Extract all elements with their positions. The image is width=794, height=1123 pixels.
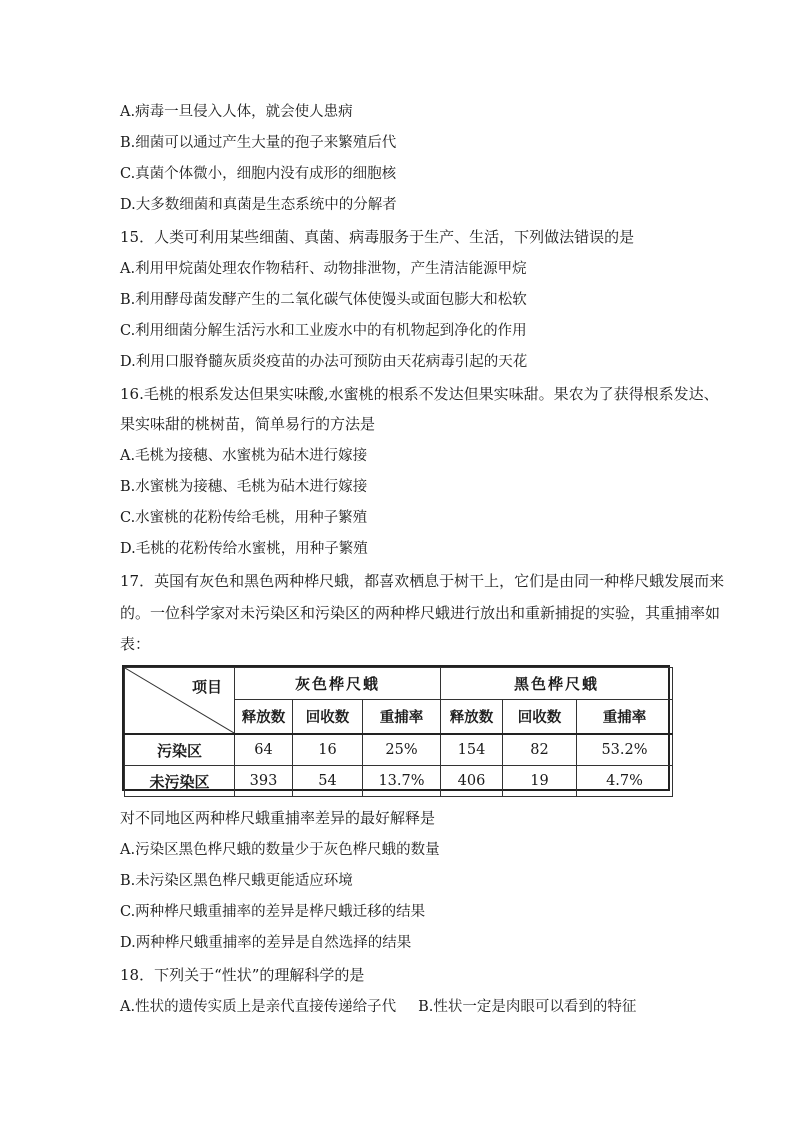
q18-option-a: A.性状的遗传实质上是亲代直接传递给子代 [120,999,397,1015]
q17-option-a: A.污染区黑色桦尺蛾的数量少于灰色桦尺蛾的数量 [120,842,440,858]
q18-stem: 18．下列关于“性状”的理解科学的是 [120,966,365,984]
table-cell: 154 [441,734,503,766]
subheader-gray-recovered: 回收数 [293,700,363,735]
q14-option-a: A.病毒一旦侵入人体，就会使人患病 [120,104,353,120]
q15-option-c: C.利用细菌分解生活污水和工业废水中的有机物起到净化的作用 [120,323,527,339]
q14-option-d: D.大多数细菌和真菌是生态系统中的分解者 [120,197,397,213]
q17-prompt: 对不同地区两种桦尺蛾重捕率差异的最好解释是 [120,809,436,827]
q17-option-d: D.两种桦尺蛾重捕率的差异是自然选择的结果 [120,935,412,951]
q14-option-b: B.细菌可以通过产生大量的孢子来繁殖后代 [120,135,397,151]
corner-label: 项目 [191,678,222,696]
q15-option-a: A.利用甲烷菌处理农作物秸秆、动物排泄物，产生清洁能源甲烷 [120,261,527,277]
q15-option-d: D.利用口服脊髓灰质炎疫苗的办法可预防由天花病毒引起的天花 [120,354,528,370]
q16-option-c: C.水蜜桃的花粉传给毛桃，用种子繁殖 [120,510,368,526]
q18-options-row [120,997,636,1017]
q17-stem-line3: 表： [120,635,151,653]
row-label-unpolluted: 未污染区 [125,766,235,797]
recapture-table [122,665,670,791]
table-cell: 393 [235,766,293,797]
table-cell: 82 [503,734,577,766]
subheader-black-recapture-rate: 重捕率 [577,700,673,735]
q18-option-b: B.性状一定是肉眼可以看到的特征 [418,999,637,1015]
subheader-gray-released: 释放数 [235,700,293,735]
q17-option-c: C.两种桦尺蛾重捕率的差异是桦尺蛾迁移的结果 [120,904,426,920]
q16-stem-line1: 16.毛桃的根系发达但果实味酸,水蜜桃的根系不发达但果实味甜。果农为了获得根系发达、 [120,385,719,403]
q17-option-b: B.未污染区黑色桦尺蛾更能适应环境 [120,873,353,889]
table-row [125,734,673,766]
table-cell: 13.7% [363,766,441,797]
subheader-black-recovered: 回收数 [503,700,577,735]
table-cell: 406 [441,766,503,797]
table-corner-cell [125,668,235,735]
q15-stem: 15．人类可利用某些细菌、真菌、病毒服务于生产、生活，下列做法错误的是 [120,228,635,246]
header-gray-moth: 灰色桦尺蛾 [235,668,441,700]
table-cell: 53.2% [577,734,673,766]
table-cell: 25% [363,734,441,766]
subheader-gray-recapture-rate: 重捕率 [363,700,441,735]
q14-option-c: C.真菌个体微小，细胞内没有成形的细胞核 [120,166,397,182]
row-label-polluted: 污染区 [125,734,235,766]
table-cell: 16 [293,734,363,766]
q15-option-b: B.利用酵母菌发酵产生的二氧化碳气体使馒头或面包膨大和松软 [120,292,527,308]
q16-stem-line2: 果实味甜的桃树苗，简单易行的方法是 [120,415,376,433]
table-row [125,766,673,797]
header-black-moth: 黑色桦尺蛾 [441,668,673,700]
table-cell: 19 [503,766,577,797]
table-cell: 4.7% [577,766,673,797]
q17-stem-line1: 17．英国有灰色和黑色两种桦尺蛾，都喜欢栖息于树干上，它们是由同一种桦尺蛾发展而来 [120,572,725,590]
q16-option-b: B.水蜜桃为接穗、毛桃为砧木进行嫁接 [120,479,368,495]
subheader-black-released: 释放数 [441,700,503,735]
table-cell: 54 [293,766,363,797]
q16-option-a: A.毛桃为接穗、水蜜桃为砧木进行嫁接 [120,448,368,464]
q17-stem-line2: 的。一位科学家对未污染区和污染区的两种桦尺蛾进行放出和重新捕捉的实验，其重捕率如 [120,604,721,622]
table-cell: 64 [235,734,293,766]
q16-option-d: D.毛桃的花粉传给水蜜桃，用种子繁殖 [120,541,368,557]
